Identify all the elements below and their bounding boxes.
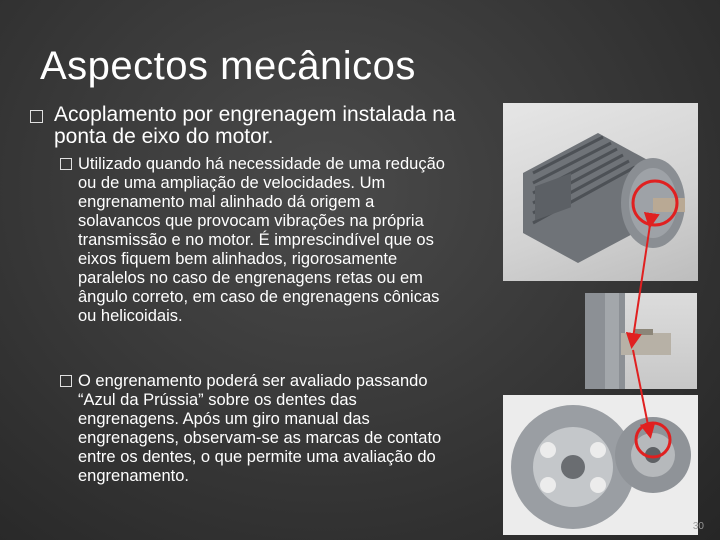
slide-title: Aspectos mecânicos — [40, 44, 416, 88]
page-number: 30 — [692, 521, 704, 532]
sub-bullet-1-text: Utilizado quando há necessidade de uma redução ou de uma ampliação de velocidades. Um engrenamento mal alinhado dá origem a solavancos que provocam vibrações na própria transmissão e no motor. É imprescindível que os eixos fiquem bem alinhados, rigorosamente paralelos no caso de engrenagens retas ou em ângulo correto, em caso de engrenagens cônicas ou helicoidais. — [78, 155, 445, 325]
sub-bullet-1 — [60, 155, 460, 326]
sub-bullet-2-text: O engrenamento poderá ser avaliado passando “Azul da Prússia” sobre os dentes das engrenagens. Após um giro manual das engrenagens, observam-se as marcas de contato entre os dentes, o que permite uma avaliação do engrenamento. — [78, 372, 442, 485]
electric-motor-photo — [503, 103, 698, 281]
bullet-marker-icon — [60, 375, 72, 387]
main-bullet-text: Acoplamento por engrenagem instalada na ponta de eixo do motor. — [54, 103, 456, 148]
gears-photo — [503, 395, 698, 535]
bullet-marker-icon — [60, 158, 72, 170]
motor-shaft-photo — [585, 293, 697, 389]
bullet-marker-icon — [30, 110, 43, 123]
sub-bullet-2 — [60, 372, 460, 486]
